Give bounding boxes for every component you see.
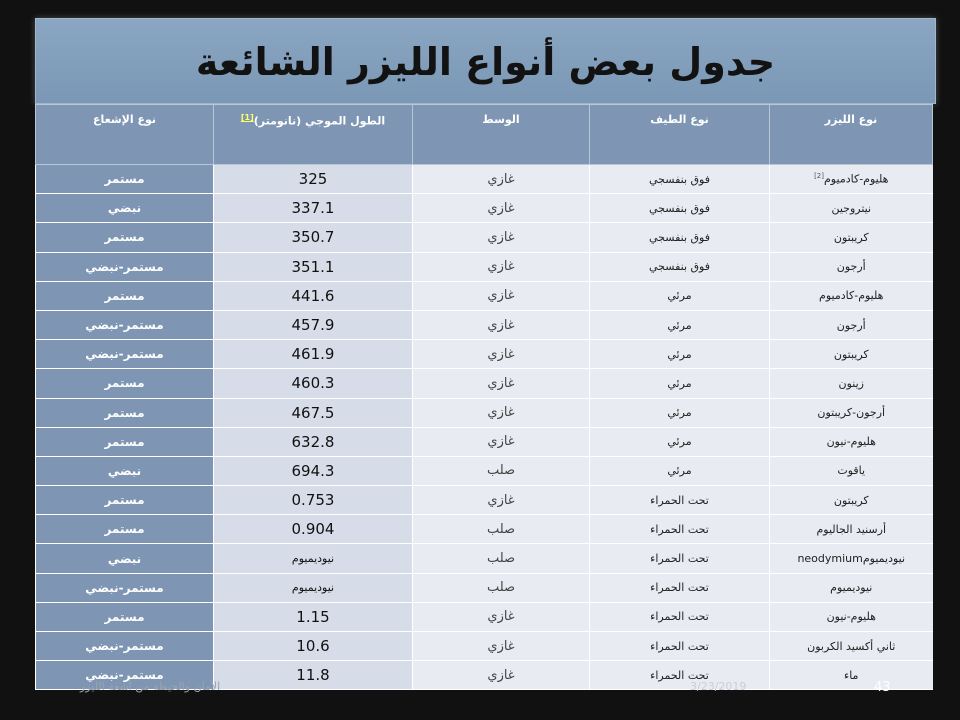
cell-radiation-type-text: مستمر-نبضي	[85, 580, 164, 595]
cell-laser-type-text: ماء	[844, 668, 859, 682]
cell-radiation-type-text: مستمر-نبضي	[85, 318, 164, 333]
cell-wavelength	[214, 486, 413, 515]
cell-medium-text: غازي	[487, 171, 515, 187]
laser-types-table	[35, 104, 933, 690]
cell-spectrum-type	[590, 223, 770, 252]
header-radiation-type: نوع الإشعاع	[36, 105, 214, 165]
header-wavelength	[214, 105, 413, 165]
cell-spectrum-type	[590, 632, 770, 661]
table-row	[36, 544, 933, 573]
cell-spectrum-type-text: تحت الحمراء	[650, 610, 709, 624]
cell-wavelength-text: 0.753	[291, 491, 335, 510]
cell-radiation-type	[36, 310, 214, 339]
cell-spectrum-type	[590, 310, 770, 339]
page-title: جدول بعض أنواع الليزر الشائعة	[195, 40, 776, 84]
cell-laser-type	[770, 427, 933, 456]
cell-radiation-type	[36, 398, 214, 427]
cell-spectrum-type-text: فوق بنفسجي	[649, 230, 710, 244]
cell-wavelength-text: نيوديميوم	[291, 552, 335, 566]
cell-radiation-type	[36, 456, 214, 485]
cell-medium-text: غازي	[487, 346, 515, 362]
cell-radiation-type-text: مستمر	[104, 405, 145, 420]
cell-laser-type	[770, 398, 933, 427]
cell-medium	[413, 340, 590, 369]
cell-spectrum-type-text: فوق بنفسجي	[649, 201, 710, 215]
cell-medium	[413, 632, 590, 661]
cell-spectrum-type	[590, 456, 770, 485]
cell-radiation-type	[36, 281, 214, 310]
table-row	[36, 252, 933, 281]
cell-wavelength	[214, 369, 413, 398]
cell-wavelength	[214, 515, 413, 544]
cell-spectrum-type	[590, 427, 770, 456]
cell-radiation-type-text: مستمر-نبضي	[85, 639, 164, 654]
cell-medium	[413, 223, 590, 252]
cell-laser-type-text: هليوم-كادميوم	[824, 172, 889, 186]
cell-spectrum-type	[590, 194, 770, 223]
cell-medium	[413, 310, 590, 339]
cell-laser-type-text: ياقوت	[837, 464, 866, 478]
cell-spectrum-type-text: مرئي	[667, 318, 692, 332]
cell-wavelength	[214, 281, 413, 310]
cell-wavelength-text: 461.9	[291, 345, 335, 364]
cell-spectrum-type-text: مرئي	[667, 406, 692, 420]
cell-medium-text: صلب	[486, 521, 516, 537]
cell-medium	[413, 544, 590, 573]
table-row	[36, 515, 933, 544]
cell-wavelength	[214, 456, 413, 485]
header-laser-type: نوع الليزر	[770, 105, 933, 165]
cell-medium	[413, 194, 590, 223]
cell-medium	[413, 486, 590, 515]
cell-spectrum-type	[590, 165, 770, 194]
cell-medium	[413, 165, 590, 194]
cell-laser-type-text: كريبتون	[833, 493, 869, 507]
cell-laser-type	[770, 486, 933, 515]
cell-wavelength-text: 351.1	[291, 257, 335, 276]
header-wavelength-label: الطول الموجي (نانومتر)	[253, 114, 386, 128]
cell-wavelength	[214, 165, 413, 194]
cell-medium-text: غازي	[487, 259, 515, 275]
cell-spectrum-type-text: تحت الحمراء	[650, 639, 709, 653]
table-row	[36, 281, 933, 310]
cell-laser-type-text: هليوم-نيون	[826, 435, 876, 449]
cell-laser-type-text: أرسنيد الجاليوم	[816, 522, 887, 536]
cell-radiation-type-text: مستمر	[104, 230, 145, 245]
cell-spectrum-type-text: مرئي	[667, 347, 692, 361]
cell-radiation-type	[36, 252, 214, 281]
cell-spectrum-type-text: مرئي	[667, 289, 692, 303]
cell-radiation-type-text: مستمر	[104, 434, 145, 449]
cell-laser-type	[770, 661, 933, 690]
cell-wavelength	[214, 194, 413, 223]
cell-laser-type	[770, 369, 933, 398]
cell-medium-text: غازي	[487, 609, 515, 625]
cell-radiation-type-text: نبضي	[107, 201, 142, 216]
cell-medium	[413, 515, 590, 544]
cell-spectrum-type-text: مرئي	[667, 376, 692, 390]
table-row	[36, 602, 933, 631]
cell-spectrum-type	[590, 281, 770, 310]
cell-medium-text: صلب	[486, 580, 516, 596]
cell-wavelength	[214, 573, 413, 602]
cell-radiation-type-text: مستمر	[104, 609, 145, 624]
cell-radiation-type	[36, 427, 214, 456]
cell-radiation-type	[36, 486, 214, 515]
cell-radiation-type	[36, 340, 214, 369]
table-row	[36, 369, 933, 398]
table-row	[36, 165, 933, 194]
cell-radiation-type-text: مستمر	[104, 172, 145, 187]
cell-wavelength-text: 11.8	[296, 666, 330, 685]
cell-spectrum-type	[590, 398, 770, 427]
cell-spectrum-type	[590, 486, 770, 515]
cell-medium	[413, 602, 590, 631]
table-row	[36, 486, 933, 515]
cell-laser-type-text: نيتروجين	[831, 201, 872, 215]
cell-radiation-type	[36, 369, 214, 398]
footer-text: الأمان والحيطة من أشعة الليزر	[80, 680, 221, 693]
cell-radiation-type	[36, 194, 214, 223]
cell-medium-text: غازي	[487, 288, 515, 304]
page-number: 43	[874, 680, 891, 695]
cell-spectrum-type-text: فوق بنفسجي	[649, 172, 710, 186]
cell-medium	[413, 427, 590, 456]
cell-spectrum-type	[590, 573, 770, 602]
table-row	[36, 223, 933, 252]
cell-laser-type	[770, 194, 933, 223]
cell-medium	[413, 369, 590, 398]
cell-medium-text: غازي	[487, 229, 515, 245]
cell-spectrum-type-text: فوق بنفسجي	[649, 260, 710, 274]
cell-radiation-type-text: مستمر-نبضي	[85, 347, 164, 362]
cell-laser-type	[770, 632, 933, 661]
cell-wavelength-text: 467.5	[291, 403, 335, 422]
cell-radiation-type-text: مستمر-نبضي	[85, 259, 164, 274]
cell-laser-type-text: كريبتون	[833, 347, 869, 361]
cell-medium	[413, 661, 590, 690]
cell-wavelength	[214, 340, 413, 369]
cell-wavelength-text: 632.8	[291, 432, 335, 451]
cell-spectrum-type	[590, 340, 770, 369]
cell-radiation-type-text: نبضي	[107, 551, 142, 566]
cell-medium-text: غازي	[487, 667, 515, 683]
cell-spectrum-type-text: تحت الحمراء	[650, 493, 709, 507]
cell-laser-type	[770, 544, 933, 573]
cell-radiation-type-text: نبضي	[107, 463, 142, 478]
cell-radiation-type-text: مستمر-نبضي	[85, 668, 164, 683]
cell-laser-type	[770, 340, 933, 369]
footnote-marker[interactable]: [2]	[814, 172, 824, 181]
table-row	[36, 632, 933, 661]
table-row	[36, 427, 933, 456]
cell-spectrum-type	[590, 544, 770, 573]
cell-laser-type-text: كريبتون	[833, 230, 869, 244]
cell-radiation-type	[36, 602, 214, 631]
cell-laser-type	[770, 573, 933, 602]
cell-wavelength-text: 0.904	[291, 520, 335, 539]
cell-medium-text: صلب	[486, 463, 516, 479]
cell-medium	[413, 398, 590, 427]
cell-wavelength-text: 460.3	[291, 374, 335, 393]
table-row	[36, 573, 933, 602]
cell-laser-type-text: هليوم-نيون	[826, 610, 876, 624]
cell-spectrum-type-text: تحت الحمراء	[650, 668, 709, 682]
cell-wavelength-text: 325	[298, 170, 328, 189]
cell-wavelength-text: 694.3	[291, 461, 335, 480]
table-row	[36, 398, 933, 427]
cell-radiation-type	[36, 165, 214, 194]
table-row	[36, 310, 933, 339]
cell-medium-text: صلب	[486, 551, 516, 567]
cell-wavelength-text: 457.9	[291, 316, 335, 335]
cell-medium-text: غازي	[487, 375, 515, 391]
cell-wavelength	[214, 602, 413, 631]
cell-spectrum-type-text: تحت الحمراء	[650, 552, 709, 566]
cell-spectrum-type	[590, 252, 770, 281]
cell-wavelength	[214, 223, 413, 252]
cell-radiation-type	[36, 632, 214, 661]
cell-spectrum-type-text: تحت الحمراء	[650, 581, 709, 595]
cell-wavelength-text: 10.6	[296, 637, 330, 656]
cell-spectrum-type	[590, 515, 770, 544]
cell-laser-type	[770, 281, 933, 310]
cell-laser-type	[770, 165, 933, 194]
cell-wavelength	[214, 427, 413, 456]
cell-laser-type-text: أرجون	[836, 260, 866, 274]
cell-medium	[413, 281, 590, 310]
cell-laser-type-text: أرجون	[836, 318, 866, 332]
table-row	[36, 194, 933, 223]
header-medium: الوسط	[413, 105, 590, 165]
cell-laser-type-text: ثاني أكسيد الكربون	[807, 639, 896, 653]
cell-radiation-type	[36, 573, 214, 602]
cell-laser-type	[770, 252, 933, 281]
cell-medium-text: غازي	[487, 638, 515, 654]
cell-wavelength	[214, 632, 413, 661]
cell-wavelength-text: 337.1	[291, 199, 335, 218]
cell-spectrum-type-text: مرئي	[667, 435, 692, 449]
cell-medium-text: غازي	[487, 200, 515, 216]
cell-radiation-type	[36, 223, 214, 252]
cell-laser-type	[770, 310, 933, 339]
cell-medium	[413, 456, 590, 485]
cell-spectrum-type-text: مرئي	[667, 464, 692, 478]
cell-laser-type-text: زينون	[838, 376, 864, 390]
cell-radiation-type	[36, 515, 214, 544]
cell-laser-type-text: نيوديميومneodymium	[797, 552, 906, 566]
cell-wavelength-text: 350.7	[291, 228, 335, 247]
table-header-row	[36, 105, 933, 165]
cell-laser-type	[770, 223, 933, 252]
cell-radiation-type-text: مستمر	[104, 288, 145, 303]
cell-laser-type-text: نيوديميوم	[830, 581, 873, 595]
cell-medium-text: غازي	[487, 405, 515, 421]
cell-radiation-type-text: مستمر	[104, 522, 145, 537]
cell-radiation-type-text: مستمر	[104, 493, 145, 508]
cell-spectrum-type	[590, 369, 770, 398]
footnote-link[interactable]: [1]	[240, 113, 254, 122]
table-row	[36, 456, 933, 485]
cell-medium	[413, 252, 590, 281]
cell-spectrum-type-text: تحت الحمراء	[650, 522, 709, 536]
cell-radiation-type-text: مستمر	[104, 376, 145, 391]
cell-laser-type-text: أرجون-كريبتون	[817, 406, 886, 420]
cell-medium-text: غازي	[487, 434, 515, 450]
cell-wavelength-text: 1.15	[296, 607, 330, 626]
cell-medium-text: غازي	[487, 492, 515, 508]
cell-medium-text: غازي	[487, 317, 515, 333]
header-spectrum-type: نوع الطيف	[590, 105, 770, 165]
table-row	[36, 340, 933, 369]
cell-wavelength	[214, 398, 413, 427]
footer-date: 3/23/2019	[690, 680, 747, 693]
cell-wavelength-text: 441.6	[291, 286, 335, 305]
cell-wavelength	[214, 310, 413, 339]
cell-laser-type-text: هليوم-كادميوم	[819, 289, 884, 303]
cell-wavelength	[214, 544, 413, 573]
cell-radiation-type	[36, 544, 214, 573]
cell-medium	[413, 573, 590, 602]
cell-wavelength	[214, 252, 413, 281]
cell-laser-type	[770, 515, 933, 544]
cell-spectrum-type	[590, 602, 770, 631]
cell-laser-type	[770, 602, 933, 631]
cell-wavelength-text: نيوديميوم	[291, 581, 335, 595]
cell-laser-type	[770, 456, 933, 485]
cell-wavelength	[214, 661, 413, 690]
